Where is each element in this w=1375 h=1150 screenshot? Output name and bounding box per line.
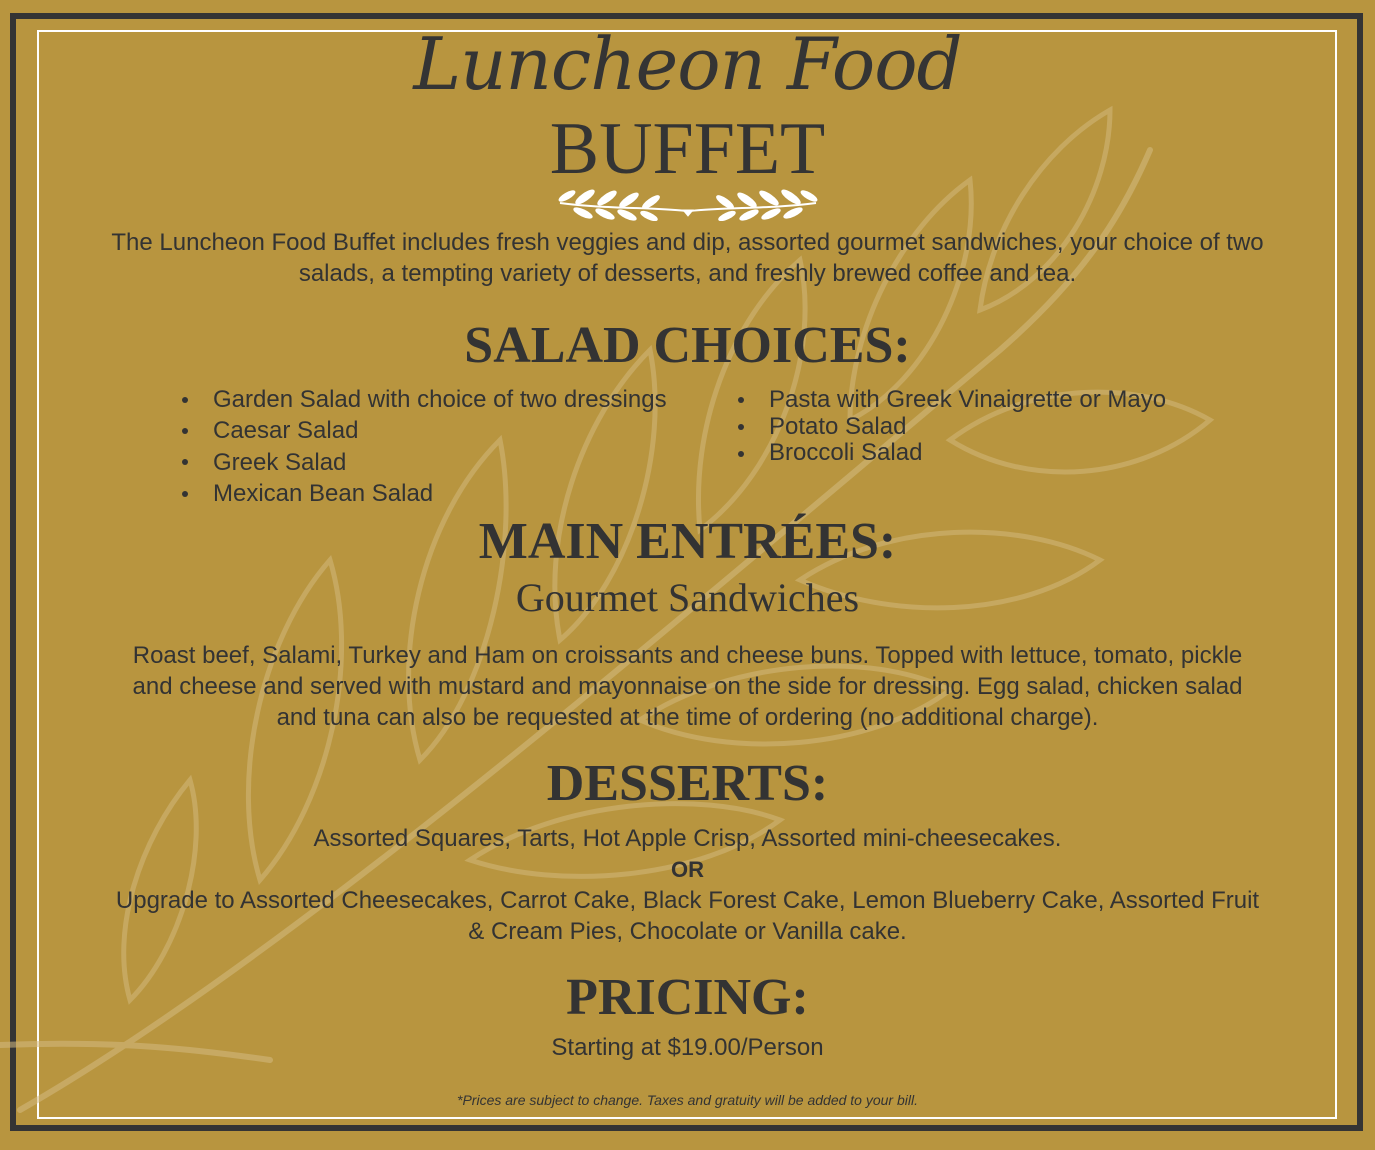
page-title: BUFFET (549, 108, 826, 190)
list-item: Potato Salad (734, 414, 1166, 441)
desserts-option-2: Upgrade to Assorted Cheesecakes, Carrot Cake, Black Forest Cake, Lemon Blueberry Cake, Assorted Fruit & Cream Pies, Chocolate or Vanilla cake. (115, 887, 1260, 945)
pricing-heading: PRICING: (566, 969, 809, 1026)
script-title: Luncheon Food (413, 22, 962, 106)
salad-list-right (734, 387, 1166, 467)
intro-paragraph: The Luncheon Food Buffet includes fresh veggies and dip, assorted gourmet sandwiches, your choice of two salads, a tempting variety of desserts, and freshly brewed coffee and tea. (111, 229, 1264, 287)
salad-choices-heading: SALAD CHOICES: (464, 317, 911, 374)
list-item: Mexican Bean Salad (178, 478, 667, 509)
desserts-or: OR (671, 857, 704, 882)
list-item: Caesar Salad (178, 415, 667, 446)
laurel-branch-icon (555, 185, 821, 221)
desserts-heading: DESSERTS: (546, 755, 829, 812)
list-item: Broccoli Salad (734, 440, 1166, 467)
salad-list-left (178, 384, 667, 509)
disclaimer: *Prices are subject to change. Taxes and gratuity will be added to your bill. (457, 1092, 918, 1108)
list-item: Pasta with Greek Vinaigrette or Mayo (734, 387, 1166, 414)
list-item: Garden Salad with choice of two dressings (178, 384, 667, 415)
entrees-description: Roast beef, Salami, Turkey and Ham on croissants and cheese buns. Topped with lettuce, tomato, pickle and cheese and served with mustard and mayonnaise on the side for dressing. Egg salad, chicken salad and tuna can also be requested at the time of ordering (no additional charge). (132, 642, 1243, 731)
main-entrees-heading: MAIN ENTRÉES: (478, 513, 897, 570)
price-text: Starting at $19.00/Person (551, 1034, 824, 1061)
gourmet-sandwiches-subheading: Gourmet Sandwiches (515, 575, 860, 620)
desserts-option-1: Assorted Squares, Tarts, Hot Apple Crisp, Assorted mini-cheesecakes. (313, 825, 1062, 852)
list-item: Greek Salad (178, 447, 667, 478)
